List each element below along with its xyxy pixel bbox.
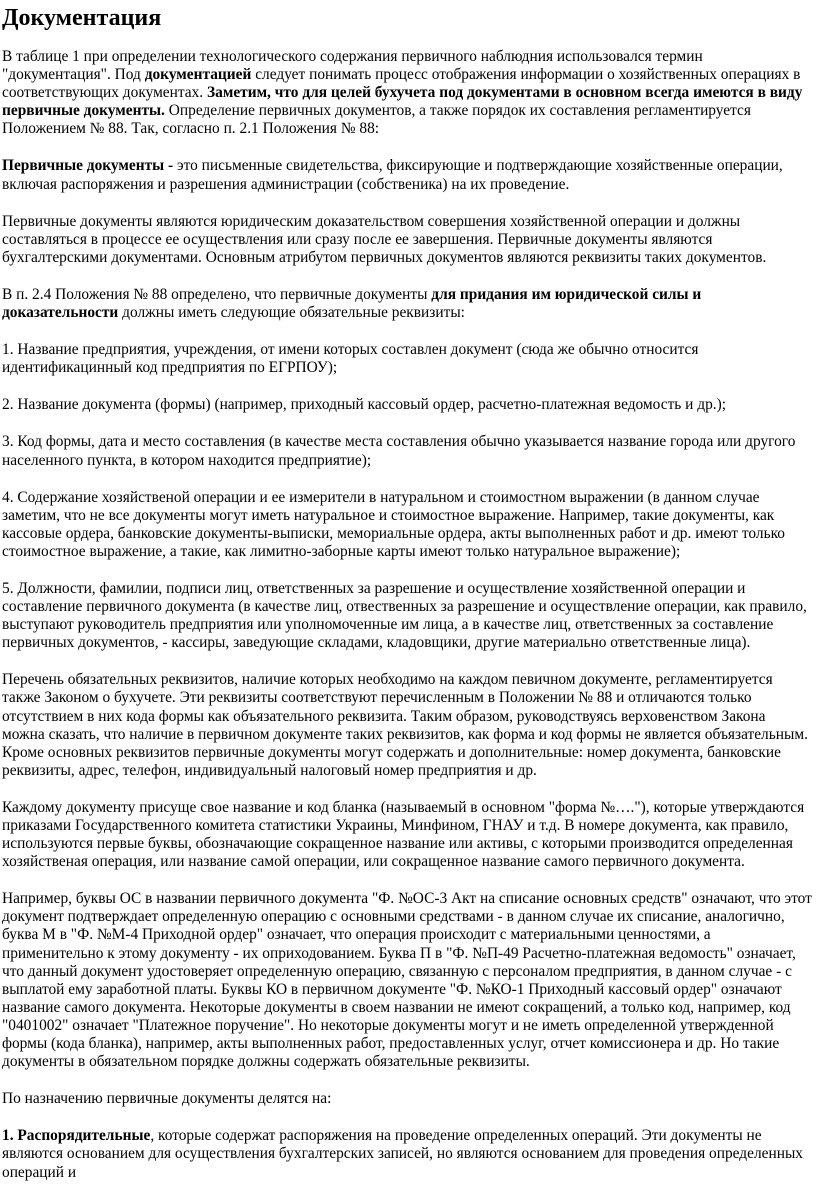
- page-title: Документация: [2, 5, 162, 31]
- text-run: это письменные свидетельства, фиксирующие и подтверждающие хозяйственные операции, включая распоряжения и разрешения администрации (собственика) на их проведение.: [2, 157, 783, 193]
- paragraph-legal-evidence: [2, 213, 812, 267]
- paragraph-requisites-intro: [2, 286, 812, 322]
- text-run: В п. 2.4 Положения № 88 определено, что первичные документы: [2, 285, 432, 303]
- paragraph-law-list: [2, 671, 812, 780]
- text-run: , которые содержат распоряжения на проведение определенных операций. Эти документы не являются основанием для осуществления бухгалтерских записей, но являются основанием для проведения определенных операций и: [2, 1127, 803, 1181]
- text-run: Первичные документы являются юридическим доказательством совершения хозяйственной операции и должны составляться в процессе ее осуществления или сразу после ее завершения. Первичные документы являются бухгалтерскими документами. Основным атрибутом первичных документов являются реквизиты таких документов.: [2, 212, 767, 266]
- bold-text: 1. Распорядительные: [2, 1127, 151, 1145]
- text-run: следует понимать процесс отображения информации о хозяйственных операциях в соответствующих документах.: [2, 66, 801, 102]
- text-run: Например, буквы ОС в названии первичного документа "Ф. №ОС-3 Акт на списание основных средств" означают, что этот документ подтверждает определенную операцию с основными средствами - в данном случае их списание, аналогично, буква М в "Ф. №М-4 Приходной ордер" означает, что операция происходит с материальными ценностями, а применительно к этому документу - их оприходованием. Буква П в "Ф. №П-49 Расчетно-платежная ведомость" означает, что данный документ удостоверяет определенную операцию, связанную с персоналом предприятия, в данном случае - с выплатой ему заработной платы. Буквы КО в первичном документе "Ф. №КО-1 Приходный кассовый ордер" означают название самого документа. Некоторые документы в своем названии не имеют сокращений, а только код, например, код "0401002" означает "Платежное поручение". Но некоторые документы могут и не иметь определенной утвержденной формы (кода бланка), например, акты выполненных работ, предоставленных услуг, отчет комиссионера и др. Но такие документы в обязательном порядке должны содержать обязательные реквизиты.: [2, 890, 812, 1071]
- paragraph-definition: [2, 157, 812, 193]
- paragraph-req-5: [2, 580, 812, 652]
- text-run: Каждому документу присуще свое название и код бланка (называемый в основном "форма №…."), которые утверждаются приказами Государственного комитета статистики Украины, Минфином, ГНАУ и т.д. В номере документа, как правило, используются первые буквы, обозначающие сокращенное название или активы, с которыми производится определенная хозяйственая операция, или название самой операции, или сокращенное название самого первичного документа.: [2, 798, 805, 871]
- document-page: [2, 0, 812, 1201]
- bold-text: для придания им юридической силы и доказательности: [2, 285, 702, 322]
- text-run: 1. Название предприятия, учреждения, от имени которых составлен документ (сюда же обычно относится идентификацинный код предприятия по ЕГРПОУ);: [2, 341, 699, 377]
- text-run: 5. Должности, фамилии, подписи лиц, ответственных за разрешение и осуществление хозяйственной операции и составление первичного документа (в качестве лиц, отвественных за разрешение и осуществление операции, как правило, выступают руководитель предприятия или уполномоченные им лица, а в качестве лиц, ответственных за составление первичных документов, - кассиры, заведующие складами, кладовщики, другие материально ответственные лица).: [2, 579, 807, 652]
- text-run: Перечень обязательных реквизитов, наличие которых необходимо на каждом певичном документе, регламентируется также Законом о бухучете. Эти реквизиты соответствуют перечисленным в Положении № 88 и отличаются только отсутствием в них кода формы как объязательного реквизита. Таким образом, руководствуясь верховенством Закона можна сказать, что наличие в первичном документе таких реквизитов, как форма и код формы не является объязательным. Кроме основных реквизитов первичные документы могут содержать и дополнительные: номер документа, банковские реквизиты, адрес, телефон, индивидуальный налоговый номер предприятия и др.: [2, 671, 808, 779]
- paragraph-type-1: [2, 1127, 812, 1181]
- text-run: В таблице 1 при определении технологического содержания первичного наблюдния использовался термин "документация". Под: [2, 48, 703, 84]
- text-run: Определение первичных документов, а также порядок их составления регламентируется Положением № 88. Так, согласно п. 2.1 Положения № 88:: [2, 102, 751, 138]
- paragraph-req-1: [2, 341, 812, 377]
- text-run: По назначению первичные документы делятся на:: [2, 1090, 332, 1108]
- paragraph-req-4: [2, 489, 812, 561]
- text-run: 3. Код формы, дата и место составления (в качестве места составления обычно указывается название города или другого населенного пункта, в котором находится предприятие);: [2, 433, 796, 469]
- bold-text: Заметим, что для целей бухучета под документами в основном всегда имеются в виду первичные документы.: [2, 84, 803, 120]
- paragraph-form-names: [2, 799, 812, 871]
- paragraph-purpose-intro: [2, 1090, 812, 1108]
- bold-text: Первичные документы -: [2, 157, 174, 175]
- paragraph-examples: [2, 890, 812, 1071]
- paragraph-intro: [2, 48, 812, 138]
- text-run: 2. Название документа (формы) (например, приходный кассовый ордер, расчетно-платежная ведомость и др.);: [2, 396, 727, 414]
- document-body: [2, 48, 812, 1182]
- text-run: 4. Содержание хозяйственой операции и ее измерители в натуральном и стоимостном выражении (в данном случае заметим, что не все документы могут иметь натуральное и стоимостное выражение. Например, такие документы, как кассовые ордера, банковские документы-выписки, мемориальные ордера, акты выполненных работ и др. имеют только стоимостное выражение, а такие, как лимитно-заборные карты имеют только натуральное выражение);: [2, 488, 785, 560]
- paragraph-req-3: [2, 433, 812, 469]
- bold-text: документацией: [144, 66, 252, 84]
- paragraph-req-2: [2, 396, 812, 414]
- text-run: должны иметь следующие обязательные реквизиты:: [118, 304, 465, 322]
